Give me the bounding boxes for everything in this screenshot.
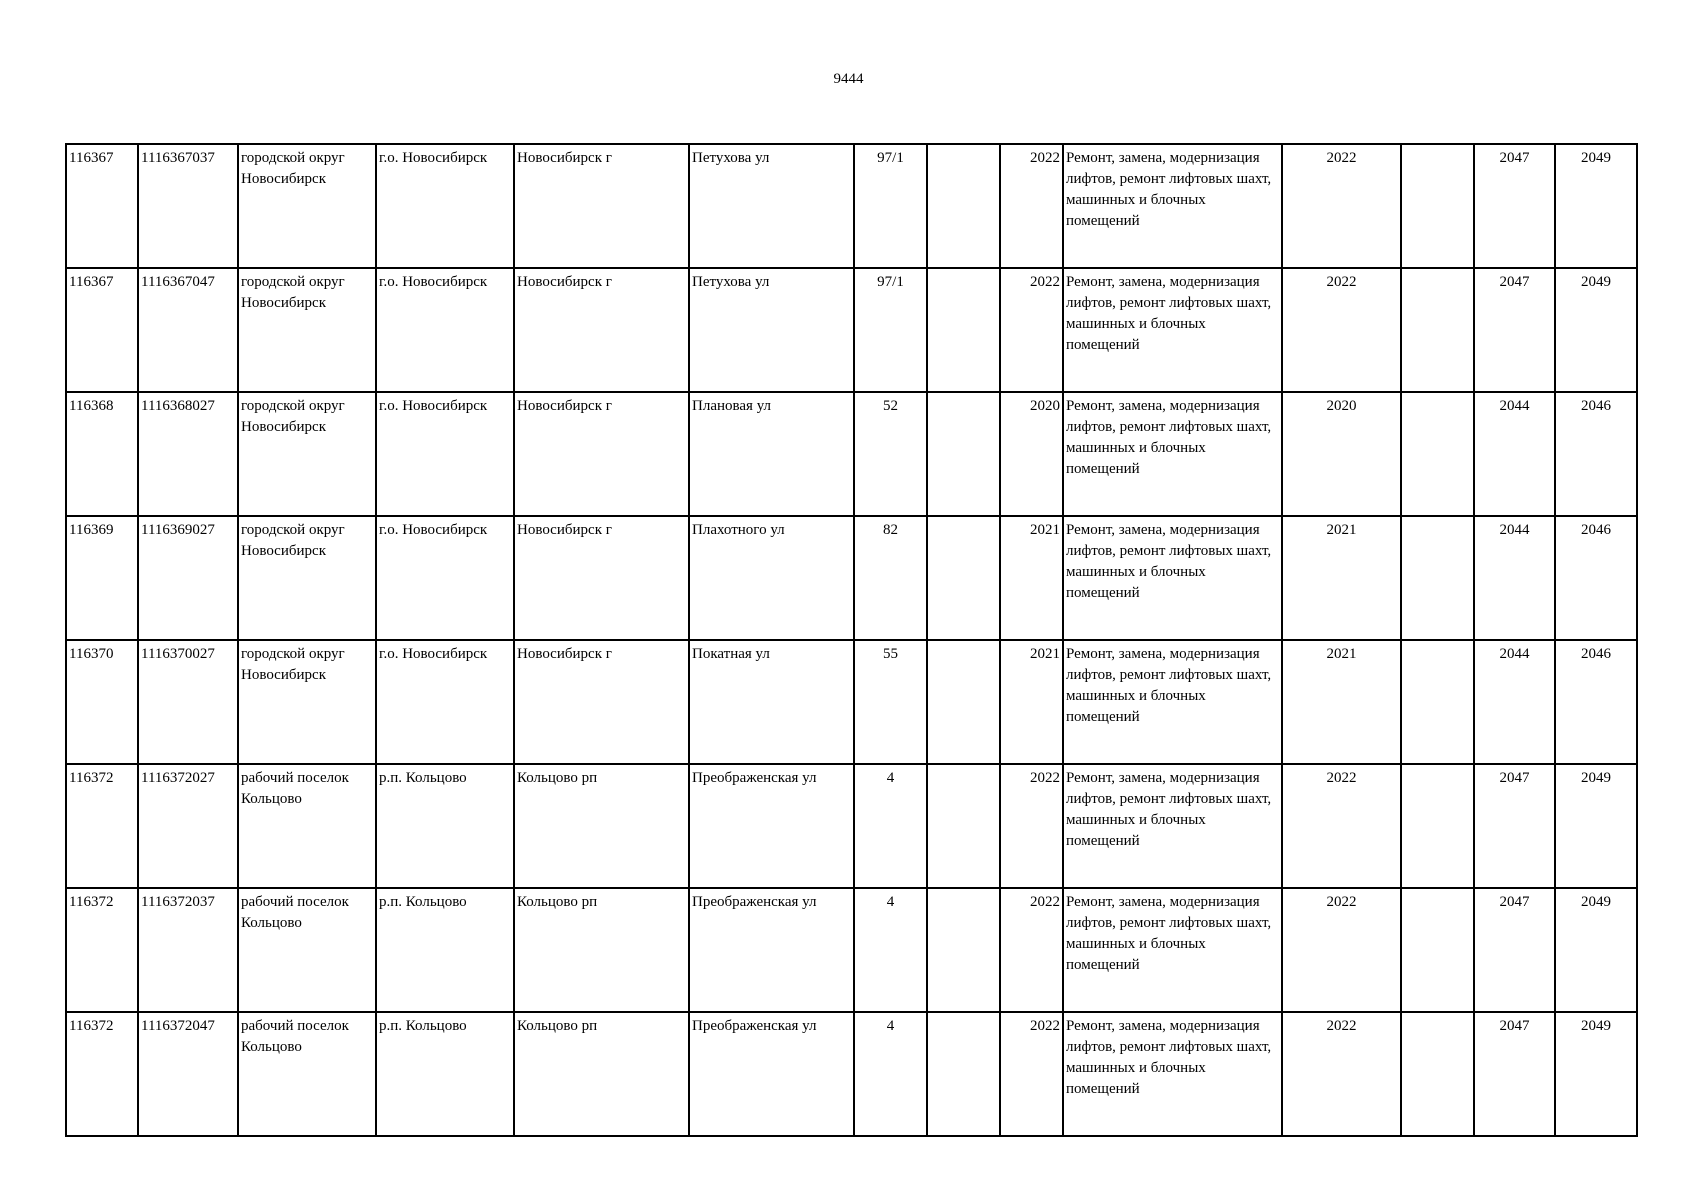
cell-id: 116367 (66, 144, 138, 268)
cell-extra (1401, 888, 1474, 1012)
cell-work-type: Ремонт, замена, модернизация лифтов, ремонт лифтовых шахт, машинных и блочных помещений (1063, 144, 1282, 268)
cell-plan-year: 2022 (1282, 144, 1401, 268)
cell-year-from: 2044 (1474, 392, 1555, 516)
cell-house: 52 (854, 392, 927, 516)
cell-municipality: г.о. Новосибирск (376, 268, 514, 392)
cell-plan-year: 2021 (1282, 516, 1401, 640)
cell-street: Плановая ул (689, 392, 854, 516)
cell-year-to: 2046 (1555, 640, 1637, 764)
cell-house: 55 (854, 640, 927, 764)
cell-work-type: Ремонт, замена, модернизация лифтов, ремонт лифтовых шахт, машинных и блочных помещений (1063, 392, 1282, 516)
cell-year-to: 2049 (1555, 268, 1637, 392)
cell-district: рабочий поселок Кольцово (238, 888, 376, 1012)
cell-year-from: 2047 (1474, 268, 1555, 392)
cell-plan-year: 2022 (1282, 268, 1401, 392)
cell-street: Преображенская ул (689, 888, 854, 1012)
registry-table-body (66, 144, 1637, 1136)
cell-year: 2022 (1000, 268, 1063, 392)
cell-municipality: р.п. Кольцово (376, 1012, 514, 1136)
cell-year-to: 2046 (1555, 392, 1637, 516)
cell-house: 4 (854, 764, 927, 888)
cell-district: городской округ Новосибирск (238, 640, 376, 764)
cell-district: рабочий поселок Кольцово (238, 1012, 376, 1136)
cell-id: 116372 (66, 1012, 138, 1136)
cell-street: Преображенская ул (689, 764, 854, 888)
table-row (66, 144, 1637, 268)
cell-settlement: Кольцово рп (514, 888, 689, 1012)
cell-district: городской округ Новосибирск (238, 392, 376, 516)
cell-year: 2022 (1000, 1012, 1063, 1136)
cell-year-from: 2047 (1474, 888, 1555, 1012)
cell-year-to: 2049 (1555, 888, 1637, 1012)
cell-year: 2022 (1000, 144, 1063, 268)
cell-building (927, 640, 1000, 764)
cell-year-from: 2044 (1474, 516, 1555, 640)
cell-code: 1116367047 (138, 268, 238, 392)
cell-district: городской округ Новосибирск (238, 144, 376, 268)
cell-code: 1116368027 (138, 392, 238, 516)
cell-house: 4 (854, 888, 927, 1012)
cell-municipality: р.п. Кольцово (376, 888, 514, 1012)
cell-year-to: 2046 (1555, 516, 1637, 640)
cell-id: 116369 (66, 516, 138, 640)
cell-house: 97/1 (854, 268, 927, 392)
cell-code: 1116369027 (138, 516, 238, 640)
cell-building (927, 516, 1000, 640)
cell-plan-year: 2022 (1282, 888, 1401, 1012)
cell-plan-year: 2021 (1282, 640, 1401, 764)
cell-year: 2021 (1000, 516, 1063, 640)
cell-settlement: Новосибирск г (514, 516, 689, 640)
cell-district: городской округ Новосибирск (238, 516, 376, 640)
cell-settlement: Новосибирск г (514, 144, 689, 268)
cell-building (927, 268, 1000, 392)
cell-code: 1116372027 (138, 764, 238, 888)
cell-settlement: Новосибирск г (514, 392, 689, 516)
cell-year-from: 2047 (1474, 764, 1555, 888)
cell-year-to: 2049 (1555, 1012, 1637, 1136)
cell-district: рабочий поселок Кольцово (238, 764, 376, 888)
cell-building (927, 888, 1000, 1012)
cell-year-to: 2049 (1555, 144, 1637, 268)
cell-id: 116370 (66, 640, 138, 764)
cell-year: 2020 (1000, 392, 1063, 516)
cell-work-type: Ремонт, замена, модернизация лифтов, ремонт лифтовых шахт, машинных и блочных помещений (1063, 516, 1282, 640)
cell-street: Преображенская ул (689, 1012, 854, 1136)
cell-building (927, 764, 1000, 888)
cell-year-from: 2044 (1474, 640, 1555, 764)
cell-street: Петухова ул (689, 144, 854, 268)
cell-work-type: Ремонт, замена, модернизация лифтов, ремонт лифтовых шахт, машинных и блочных помещений (1063, 764, 1282, 888)
cell-municipality: р.п. Кольцово (376, 764, 514, 888)
cell-extra (1401, 268, 1474, 392)
cell-municipality: г.о. Новосибирск (376, 144, 514, 268)
cell-year: 2021 (1000, 640, 1063, 764)
cell-work-type: Ремонт, замена, модернизация лифтов, ремонт лифтовых шахт, машинных и блочных помещений (1063, 268, 1282, 392)
table-row (66, 392, 1637, 516)
table-row (66, 764, 1637, 888)
cell-extra (1401, 392, 1474, 516)
cell-building (927, 144, 1000, 268)
cell-extra (1401, 516, 1474, 640)
cell-settlement: Кольцово рп (514, 764, 689, 888)
page-number: 9444 (833, 71, 864, 87)
cell-id: 116367 (66, 268, 138, 392)
cell-street: Покатная ул (689, 640, 854, 764)
cell-code: 1116367037 (138, 144, 238, 268)
cell-code: 1116372037 (138, 888, 238, 1012)
cell-extra (1401, 764, 1474, 888)
table-row (66, 1012, 1637, 1136)
cell-municipality: г.о. Новосибирск (376, 392, 514, 516)
table-row (66, 516, 1637, 640)
cell-year: 2022 (1000, 764, 1063, 888)
cell-work-type: Ремонт, замена, модернизация лифтов, ремонт лифтовых шахт, машинных и блочных помещений (1063, 1012, 1282, 1136)
table-row (66, 268, 1637, 392)
cell-plan-year: 2022 (1282, 1012, 1401, 1136)
table-row (66, 640, 1637, 764)
cell-id: 116372 (66, 888, 138, 1012)
cell-building (927, 1012, 1000, 1136)
cell-street: Петухова ул (689, 268, 854, 392)
cell-id: 116372 (66, 764, 138, 888)
registry-table (65, 143, 1638, 1137)
cell-house: 4 (854, 1012, 927, 1136)
cell-extra (1401, 144, 1474, 268)
cell-id: 116368 (66, 392, 138, 516)
cell-municipality: г.о. Новосибирск (376, 640, 514, 764)
cell-house: 82 (854, 516, 927, 640)
cell-work-type: Ремонт, замена, модернизация лифтов, ремонт лифтовых шахт, машинных и блочных помещений (1063, 640, 1282, 764)
cell-settlement: Новосибирск г (514, 640, 689, 764)
cell-municipality: г.о. Новосибирск (376, 516, 514, 640)
cell-year-from: 2047 (1474, 144, 1555, 268)
cell-code: 1116372047 (138, 1012, 238, 1136)
cell-settlement: Новосибирск г (514, 268, 689, 392)
cell-plan-year: 2022 (1282, 764, 1401, 888)
cell-plan-year: 2020 (1282, 392, 1401, 516)
cell-year-from: 2047 (1474, 1012, 1555, 1136)
cell-work-type: Ремонт, замена, модернизация лифтов, ремонт лифтовых шахт, машинных и блочных помещений (1063, 888, 1282, 1012)
cell-extra (1401, 1012, 1474, 1136)
table-row (66, 888, 1637, 1012)
cell-building (927, 392, 1000, 516)
cell-extra (1401, 640, 1474, 764)
cell-year-to: 2049 (1555, 764, 1637, 888)
cell-street: Плахотного ул (689, 516, 854, 640)
cell-code: 1116370027 (138, 640, 238, 764)
cell-year: 2022 (1000, 888, 1063, 1012)
cell-district: городской округ Новосибирск (238, 268, 376, 392)
cell-settlement: Кольцово рп (514, 1012, 689, 1136)
cell-house: 97/1 (854, 144, 927, 268)
